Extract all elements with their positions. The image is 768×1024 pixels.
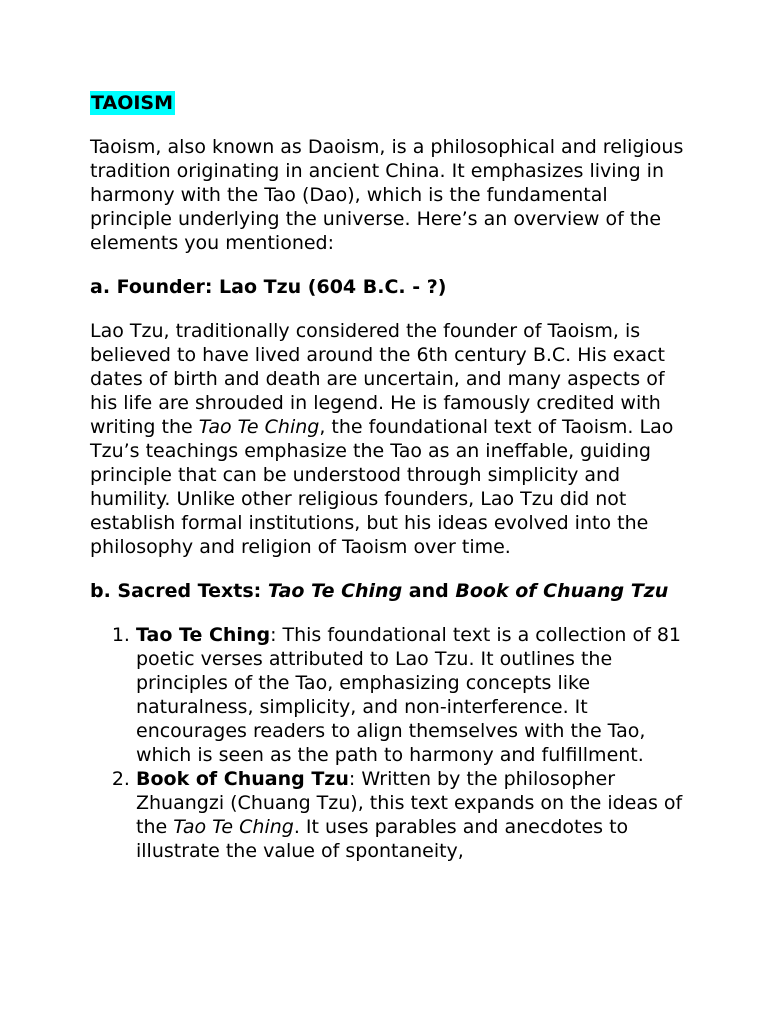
document-page [90, 90, 690, 863]
list-item-title: Tao Te Ching [136, 624, 271, 646]
list-item [136, 767, 690, 863]
sacred-texts-middle: and [402, 580, 456, 602]
sacred-texts-italic-1: Tao Te Ching [267, 580, 403, 602]
list-item-text-italic: Tao Te Ching [173, 816, 294, 838]
list-item [136, 623, 690, 767]
sacred-texts-italic-2: Book of Chuang Tzu [455, 580, 669, 602]
sacred-texts-prefix: b. Sacred Texts: [90, 580, 268, 602]
list-item-title: Book of Chuang Tzu [136, 768, 349, 790]
intro-paragraph: Taoism, also known as Daoism, is a philosophical and religious tradition originating in ancient China. It emphasizes living in harmony with the Tao (Dao), which is the fundamental principle underlying the universe. Here’s an overview of the elements you mentioned: [90, 136, 684, 254]
list-item-text-after: . It uses parables and anecdotes to illustrate the value of spontaneity, [136, 816, 629, 862]
list-item-text-before: : Written by the philosopher Zhuangzi (Chuang Tzu), this text expands on the ideas of the [136, 768, 683, 838]
founder-heading: a. Founder: Lao Tzu (604 B.C. - ?) [90, 276, 447, 298]
founder-text-italic: Tao Te Ching [198, 416, 320, 438]
founder-paragraph [90, 319, 690, 559]
sacred-texts-list [90, 623, 690, 863]
title-highlight: TAOISM [91, 92, 174, 114]
list-item-text: : This foundational text is a collection of 81 poetic verses attributed to Lao Tzu. It outlines the principles of the Tao, emphasizing concepts like naturalness, simplicity, and non-interference. It encourages readers to align themselves with the Tao, which is seen as the path to harmony and fulfillment. [136, 624, 681, 766]
document-title [90, 90, 690, 116]
sacred-texts-heading [90, 579, 690, 603]
founder-text-part2: , the foundational text of Taoism. Lao Tzu’s teachings emphasize the Tao as an ineffable, guiding principle that can be understood through simplicity and humility. Unlike other religious founders, Lao Tzu did not establish formal institutions, but his ideas evolved into the philosophy and religion of Taoism over time. [90, 416, 674, 558]
founder-text-part1: Lao Tzu, traditionally considered the founder of Taoism, is believed to have lived around the 6th century B.C. His exact dates of birth and death are uncertain, and many aspects of his life are shrouded in legend. He is famously credited with writing the [90, 320, 665, 438]
